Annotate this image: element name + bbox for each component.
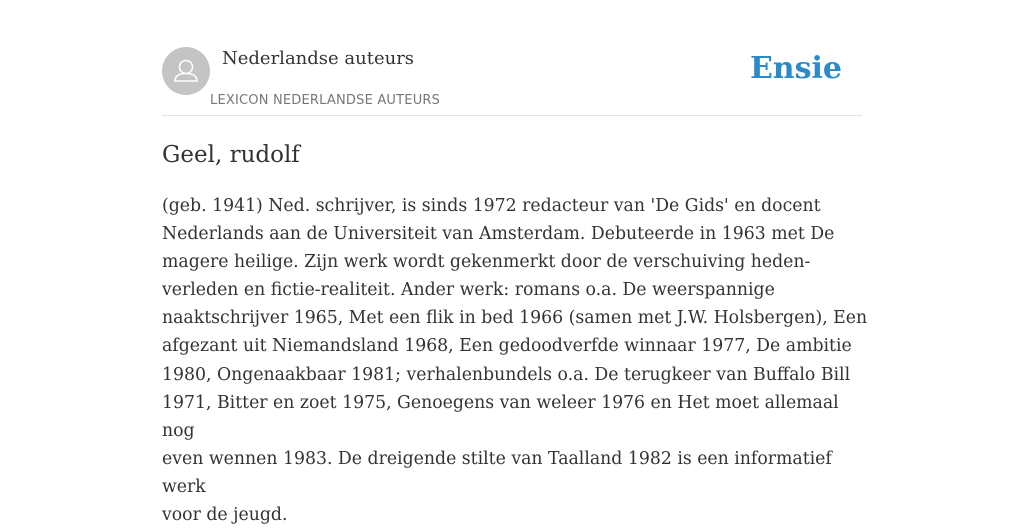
brand-logo[interactable]: Ensie <box>749 51 842 86</box>
entry-body-line: Nederlands aan de Universiteit van Amsterdam. Debuteerde in 1963 met De <box>162 224 835 245</box>
entry-body-line: 1980, Ongenaakbaar 1981; verhalenbundels o.a. De terugkeer van Buffalo Bill <box>162 364 851 385</box>
entry-body-line: naaktschrijver 1965, Met een flik in bed 1966 (samen met J.W. Holsbergen), Een <box>162 308 868 329</box>
entry-body-line: even wennen 1983. De dreigende stilte van Taalland 1982 is een informatief werk <box>162 448 832 497</box>
entry-body-line: afgezant uit Niemandsland 1968, Een gedoodverfde winnaar 1977, De ambitie <box>162 336 852 357</box>
user-icon <box>162 47 210 95</box>
source-subtitle: LEXICON NEDERLANDSE AUTEURS <box>210 93 441 108</box>
header-divider <box>162 115 862 116</box>
source-name-link[interactable]: Nederlandse auteurs <box>222 48 415 69</box>
entry-body <box>162 192 872 529</box>
avatar[interactable] <box>162 47 210 95</box>
entry-body-line: voor de jeugd. <box>162 505 288 526</box>
entry-body-line: (geb. 1941) Ned. schrijver, is sinds 1972 redacteur van 'De Gids' en docent <box>162 196 821 216</box>
entry-title: Geel, rudolf <box>162 142 300 168</box>
entry-body-line: verleden en fictie-realiteit. Ander werk: romans o.a. De weerspannige <box>162 280 775 301</box>
entry-body-line: 1971, Bitter en zoet 1975, Genoegens van weleer 1976 en Het moet allemaal nog <box>162 392 839 441</box>
entry-body-line: magere heilige. Zijn werk wordt gekenmerkt door de verschuiving heden- <box>162 252 811 273</box>
